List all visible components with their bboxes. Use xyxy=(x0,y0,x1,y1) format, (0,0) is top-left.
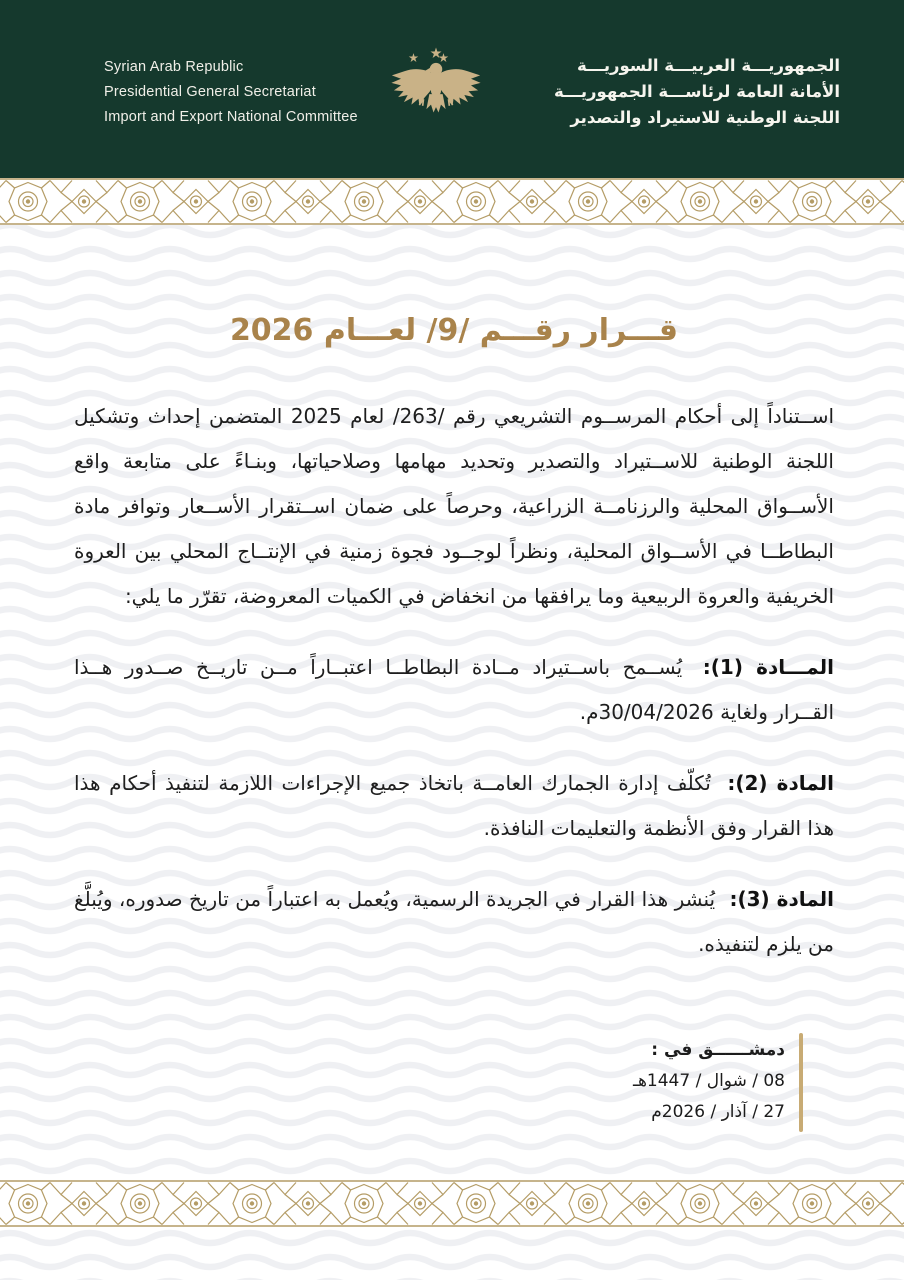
signature-gold-bar xyxy=(799,1033,803,1132)
arabic-line-committee: اللجنة الوطنية للاستيراد والتصدير xyxy=(570,108,840,127)
article-1 xyxy=(74,645,834,735)
article-1-text: يُســمح باســتيراد مــادة البطاطــا اعتبــاراً مــن تاريــخ صــدور هــذا القــرار ولغاية 30/04/2026م. xyxy=(74,655,834,724)
ornament-border-bottom xyxy=(0,1180,904,1227)
arabic-line-republic: الجمهوريـــة العربيـــة السوريـــة xyxy=(576,56,840,75)
article-3-text: يُنشر هذا القرار في الجريدة الرسمية، ويُعمل به اعتباراً من تاريخ صدوره، ويُبلَّغ من يلزم لتنفيذه. xyxy=(74,887,834,956)
eagle-tail xyxy=(426,94,445,112)
english-line-secretariat: Presidential General Secretariat xyxy=(104,83,316,100)
star-icon xyxy=(409,53,418,62)
english-line-committee: Import and Export National Committee xyxy=(104,108,358,125)
signature-gregorian-date: 27 / آذار / 2026م xyxy=(651,1102,785,1122)
document-header xyxy=(0,0,904,178)
arabic-line-secretariat: الأمانة العامة لرئاســـة الجمهوريـــة xyxy=(553,82,840,101)
article-1-label: المـــادة (1): xyxy=(702,655,834,679)
decree-title: قـــرار رقـــم /9/ لعـــام 2026 xyxy=(229,313,679,348)
english-line-republic: Syrian Arab Republic xyxy=(104,58,244,75)
golden-eagle-emblem xyxy=(386,44,486,140)
signature-place: دمشــــــق في : xyxy=(651,1040,785,1060)
star-icon xyxy=(439,53,448,62)
article-2-text: تُكلّف إدارة الجمارك العامــة باتخاذ جميع الإجراءات اللازمة لتنفيذ أحكام هذا هذا القرار وفق الأنظمة والتعليمات النافذة. xyxy=(74,771,834,840)
decree-preamble: اســتناداً إلى أحكام المرســوم التشريعي رقم /263/ لعام 2025 المتضمن إحداث وتشكيل اللجنة الوطنية للاســتيراد والتصدير وتحديد مهامها وصلاحياتها، وبنـاءً على متابعة واقع الأســواق المحلية والرزنامــة الزراعية، وحرصاً على ضمان اســتقرار الأســعار وتوافر مادة البطاطــا في الأســواق المحلية، ونظراً لوجــود فجوة زمنية في الإنتــاج المحلي بين العروة الخريفية والعروة الربيعية وما يرافقها من انخفاض في الكميات المعروضة، تقرّر ما يلي: xyxy=(74,404,835,608)
ornament-border-top xyxy=(0,178,904,225)
eagle-wing xyxy=(391,69,433,105)
signature-block xyxy=(633,1031,799,1134)
decree-body xyxy=(0,225,904,1180)
signature-hijri-date: 08 / شوال / 1447هـ xyxy=(632,1071,785,1091)
article-3 xyxy=(74,877,834,967)
star-icon xyxy=(430,48,441,59)
article-2-label: المادة (2): xyxy=(727,771,835,795)
article-3-label: المادة (3): xyxy=(729,887,835,911)
article-2 xyxy=(74,761,834,851)
header-arabic-titles xyxy=(554,53,840,131)
header-english-titles xyxy=(104,55,358,130)
